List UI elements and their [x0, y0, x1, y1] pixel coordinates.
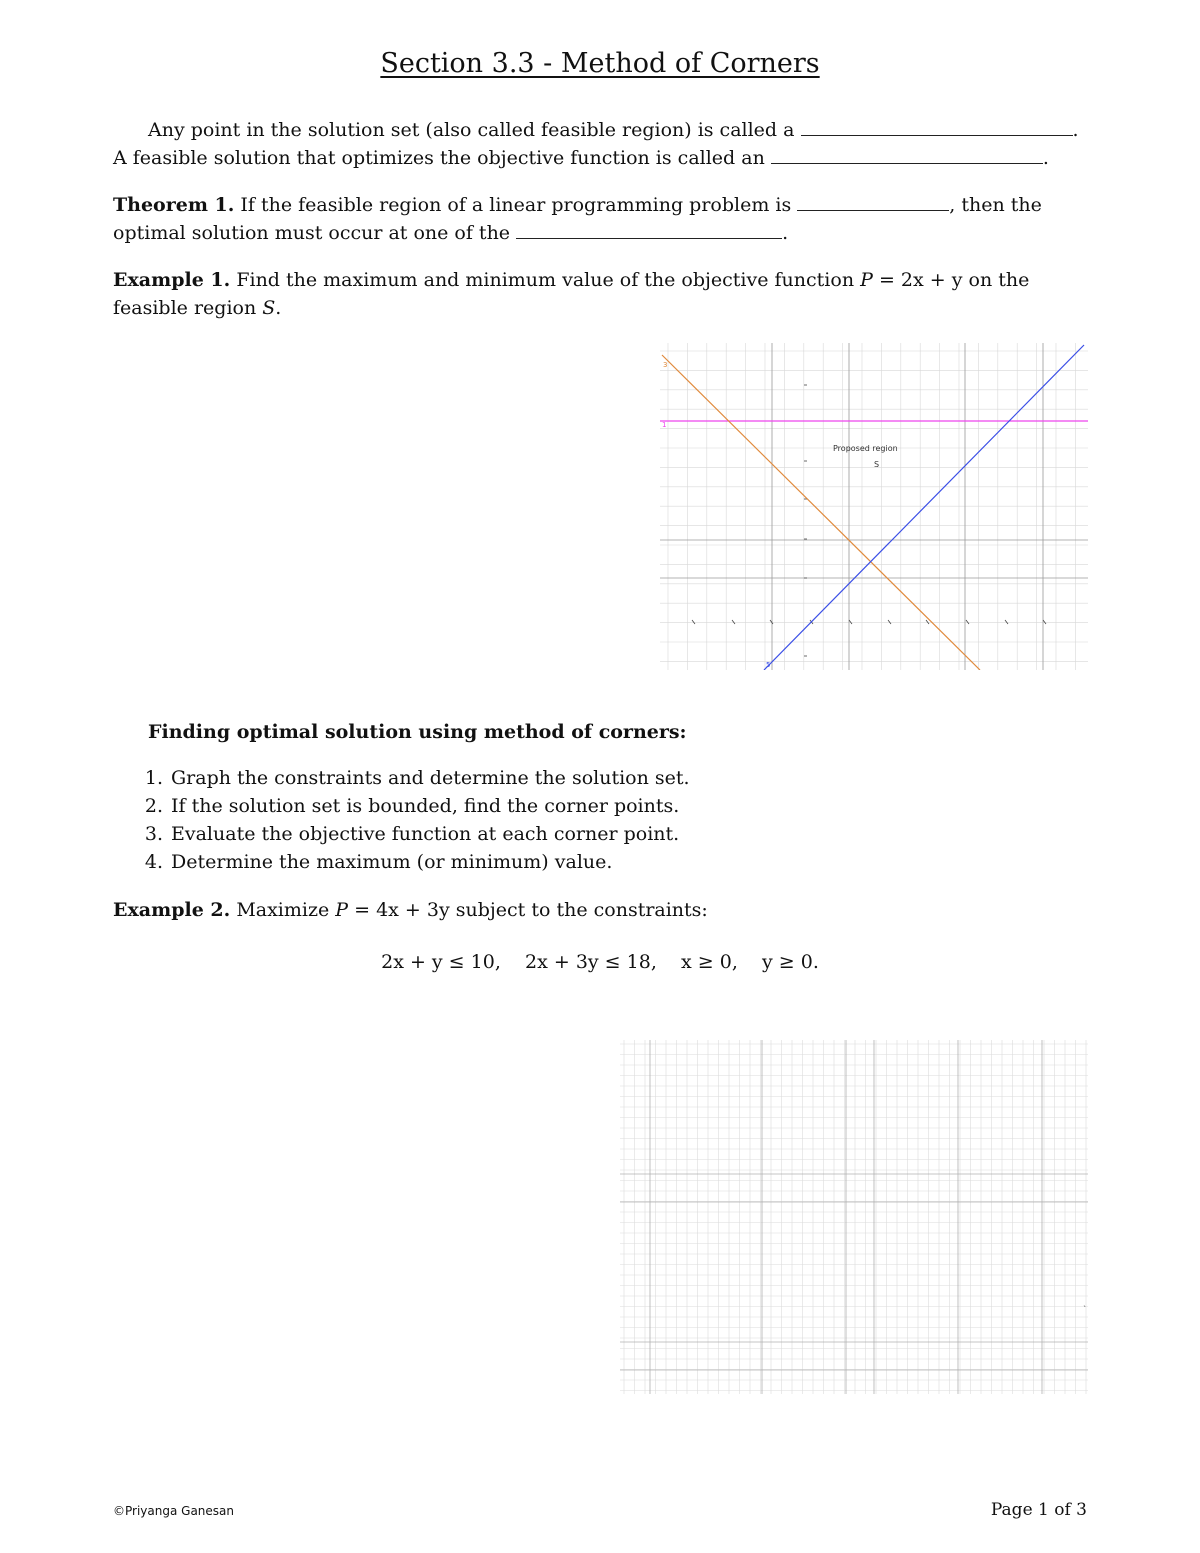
theorem-label: Theorem 1. — [113, 194, 235, 216]
punctuation: . — [1042, 147, 1049, 169]
example1-line-2 — [113, 294, 281, 322]
line-marker: 5 — [766, 661, 771, 669]
page-title: Section 3.3 - Method of Corners — [380, 48, 820, 79]
axis-tick — [732, 620, 735, 624]
list-item — [137, 820, 690, 848]
list-item — [137, 848, 690, 876]
definition-optimal-solution — [113, 144, 1049, 172]
axis-tick — [926, 620, 929, 624]
axis-tick — [888, 620, 891, 624]
method-heading: Finding optimal solution using method of corners: — [148, 721, 687, 743]
theorem-line-2 — [113, 219, 788, 247]
step-text: Determine the maximum (or minimum) value. — [171, 851, 613, 873]
axis-tick — [849, 620, 852, 624]
increasing-constraint-line — [764, 345, 1084, 670]
axis-tick — [770, 620, 773, 624]
axis-tick — [966, 620, 969, 624]
example1-text-end: on the — [968, 269, 1030, 291]
axis-tick — [1043, 620, 1046, 624]
answer-blank — [801, 117, 1073, 136]
punctuation: . — [1072, 119, 1079, 141]
step-number: 4. — [144, 851, 163, 873]
step-number: 3. — [144, 823, 163, 845]
formula-variable: P — [860, 269, 873, 291]
page-number: Page 1 of 3 — [990, 1500, 1087, 1520]
axis-tick — [1005, 620, 1008, 624]
axis-arrow-mark: ` — [1083, 1305, 1087, 1314]
punctuation: . — [275, 297, 282, 319]
theorem-text: If the feasible region of a linear programming problem is — [240, 194, 792, 216]
list-item — [137, 764, 690, 792]
example2-text-end: subject to the constraints: — [455, 899, 708, 921]
region-symbol: S — [262, 297, 276, 319]
answer-blank — [797, 192, 949, 211]
step-text: Graph the constraints and determine the solution set. — [171, 767, 690, 789]
formula-expression: = 2x + y — [872, 269, 963, 291]
copyright: ©Priyanga Ganesan — [113, 1504, 234, 1518]
feasible-region-graph — [660, 343, 1088, 670]
punctuation: . — [782, 222, 789, 244]
region-symbol-label: S — [874, 460, 880, 469]
method-steps-list — [137, 764, 690, 876]
theorem-line-1 — [113, 191, 1042, 219]
formula-expression: = 4x + 3y — [348, 899, 450, 921]
axis-tick — [692, 620, 695, 624]
example1-text: Find the maximum and minimum value of the objective function — [236, 269, 855, 291]
region-label: Proposed region — [833, 444, 898, 453]
example2-line — [113, 896, 708, 924]
example2-text: Maximize — [236, 899, 330, 921]
example1-label: Example 1. — [113, 269, 231, 291]
example1-line-1 — [113, 266, 1029, 294]
blank-graph-grid — [620, 1040, 1088, 1394]
example1-text: feasible region — [113, 297, 257, 319]
theorem-text: optimal solution must occur at one of the — [113, 222, 511, 244]
line-marker: 1 — [662, 421, 667, 429]
step-number: 1. — [144, 767, 163, 789]
example2-label: Example 2. — [113, 899, 231, 921]
step-text: If the solution set is bounded, find the corner points. — [171, 795, 680, 817]
definition-text: Any point in the solution set (also called feasible region) is called a — [148, 119, 795, 141]
answer-blank — [516, 220, 782, 239]
list-item — [137, 792, 690, 820]
definition-text: A feasible solution that optimizes the objective function is called an — [113, 147, 765, 169]
line-marker: 3 — [663, 361, 668, 369]
step-number: 2. — [144, 795, 163, 817]
constraints-formula: 2x + y ≤ 10, 2x + 3y ≤ 18, x ≥ 0, y ≥ 0. — [381, 951, 819, 973]
definition-feasible-solution — [148, 116, 1079, 144]
formula-variable: P — [335, 899, 349, 921]
step-text: Evaluate the objective function at each corner point. — [171, 823, 680, 845]
theorem-text-end: , then the — [949, 194, 1042, 216]
answer-blank — [771, 145, 1043, 164]
